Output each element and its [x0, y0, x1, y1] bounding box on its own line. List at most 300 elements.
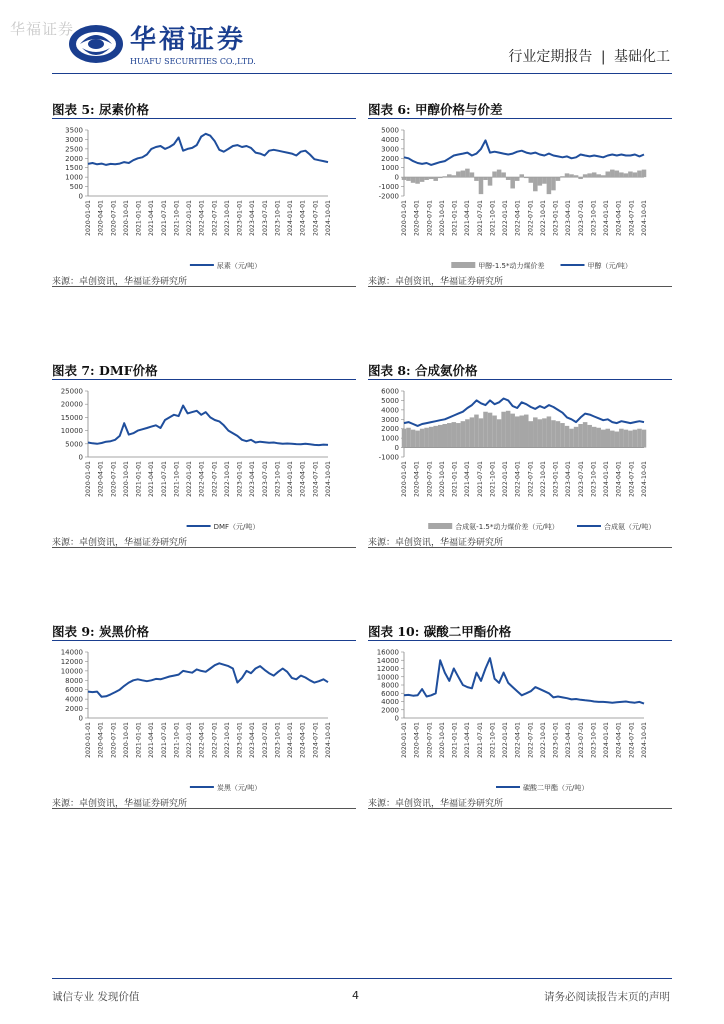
x-tick-label: 2024-04-01	[299, 722, 307, 758]
x-tick-label: 2023-10-01	[274, 200, 282, 236]
y-tick-label: 5000	[65, 440, 83, 449]
area-bar	[569, 429, 574, 448]
area-bar	[556, 177, 561, 181]
area-bar	[433, 177, 438, 181]
x-tick-label: 2022-04-01	[514, 722, 522, 758]
x-tick-label: 2022-07-01	[527, 200, 535, 236]
x-tick-label: 2021-04-01	[148, 722, 156, 758]
x-tick-label: 2023-07-01	[261, 200, 269, 236]
area-bar	[411, 430, 416, 448]
area-bar	[488, 177, 493, 185]
area-bar	[465, 169, 470, 177]
x-tick-label: 2020-10-01	[122, 722, 130, 758]
area-bar	[420, 177, 425, 182]
area-bar	[452, 175, 457, 177]
chart-source: 来源：卓创资讯，华福证券研究所	[52, 538, 188, 548]
x-tick-label: 2022-04-01	[198, 200, 206, 236]
x-tick-label: 2023-10-01	[590, 200, 598, 236]
y-tick-label: 6000	[65, 686, 83, 695]
area-bar	[556, 421, 561, 447]
watermark-text: 华福证券	[10, 20, 75, 38]
x-tick-label: 2021-10-01	[173, 722, 181, 758]
x-tick-label: 2023-01-01	[552, 200, 560, 236]
area-bar	[465, 419, 470, 447]
area-bar	[533, 177, 538, 191]
chart-svg	[368, 646, 672, 796]
x-tick-label: 2021-01-01	[451, 461, 459, 497]
x-tick-label: 2022-01-01	[186, 722, 194, 758]
x-tick-label: 2022-01-01	[502, 461, 510, 497]
x-tick-label: 2021-07-01	[476, 200, 484, 236]
x-tick-label: 2021-04-01	[464, 461, 472, 497]
area-bar	[624, 430, 629, 448]
y-tick-label: 14000	[60, 648, 83, 657]
area-bar	[429, 177, 434, 179]
y-tick-label: 0	[394, 444, 399, 453]
x-tick-label: 2022-07-01	[527, 722, 535, 758]
x-tick-label: 2020-01-01	[401, 722, 408, 758]
chart-title: 图表 9: 炭黑价格	[52, 624, 150, 639]
chart-top-rule	[52, 118, 356, 119]
legend-label: 甲醇-1.5*动力煤价差	[478, 262, 545, 270]
area-bar	[606, 429, 611, 448]
x-tick-label: 2021-07-01	[160, 200, 168, 236]
chart-title: 图表 5: 尿素价格	[52, 102, 150, 117]
area-bar	[515, 416, 520, 447]
chart-top-rule	[52, 379, 356, 380]
x-tick-label: 2021-10-01	[489, 722, 497, 758]
chart-svg	[368, 124, 672, 274]
area-bar	[411, 177, 416, 183]
y-tick-label: 8000	[65, 676, 83, 685]
area-bar	[501, 172, 506, 177]
area-bar	[633, 430, 638, 448]
x-tick-label: 2024-07-01	[628, 722, 636, 758]
footer-disclaimer: 请务必阅读报告末页的声明	[544, 991, 670, 1003]
x-tick-label: 2024-01-01	[287, 200, 295, 236]
x-tick-label: 2022-01-01	[502, 200, 510, 236]
report-type: 行业定期报告	[508, 49, 593, 65]
area-bar	[497, 419, 502, 447]
y-tick-label: 4000	[65, 695, 83, 704]
series-line	[404, 140, 644, 165]
y-tick-label: 4000	[381, 698, 399, 706]
x-tick-label: 2024-07-01	[628, 200, 636, 236]
chart-top-rule	[368, 640, 672, 641]
y-tick-label: 14000	[376, 656, 399, 665]
area-bar	[424, 177, 429, 180]
area-bar	[551, 420, 556, 447]
x-tick-label: 2023-01-01	[236, 461, 244, 497]
area-bar	[542, 418, 547, 447]
area-bar	[596, 174, 601, 177]
area-bar	[624, 173, 629, 177]
y-tick-label: 0	[394, 173, 399, 182]
chart-svg	[52, 385, 356, 535]
header-rule	[52, 73, 672, 74]
x-tick-label: 2022-04-01	[198, 461, 206, 497]
area-bar	[406, 177, 411, 181]
sector-name: 基础化工	[614, 49, 670, 65]
x-tick-label: 2020-10-01	[438, 461, 446, 497]
area-bar	[538, 419, 543, 447]
x-tick-label: 2021-01-01	[135, 461, 143, 497]
x-tick-label: 2024-01-01	[603, 200, 611, 236]
x-tick-label: 2020-01-01	[85, 722, 92, 758]
x-tick-label: 2024-10-01	[325, 722, 332, 758]
area-bar	[642, 170, 647, 178]
y-tick-label: 6000	[381, 387, 399, 396]
y-tick-label: -1000	[378, 183, 399, 192]
x-tick-label: 2020-07-01	[426, 722, 434, 758]
area-bar	[565, 173, 570, 177]
area-bar	[479, 177, 484, 194]
area-bar	[506, 177, 511, 180]
x-tick-label: 2023-01-01	[552, 461, 560, 497]
legend-label: DMF（元/吨）	[213, 523, 260, 531]
x-tick-label: 2020-10-01	[438, 200, 446, 236]
x-tick-label: 2024-07-01	[312, 461, 320, 497]
logo-mark-icon	[69, 25, 123, 63]
x-tick-label: 2022-07-01	[211, 200, 219, 236]
x-tick-label: 2021-07-01	[476, 461, 484, 497]
area-bar	[601, 175, 606, 177]
x-tick-label: 2020-01-01	[85, 461, 92, 497]
x-tick-label: 2024-10-01	[641, 722, 648, 758]
area-bar	[524, 177, 529, 178]
y-tick-label: 25000	[60, 387, 83, 396]
area-bar	[615, 432, 620, 448]
y-tick-label: 2000	[381, 706, 399, 715]
x-tick-label: 2023-10-01	[274, 722, 282, 758]
y-tick-label: 20000	[60, 400, 83, 409]
chart-svg	[52, 124, 356, 274]
area-bar	[637, 429, 642, 448]
x-tick-label: 2021-04-01	[464, 722, 472, 758]
x-tick-label: 2021-10-01	[173, 200, 181, 236]
area-bar	[583, 422, 588, 447]
chart-title: 图表 6: 甲醇价格与价差	[368, 102, 503, 117]
y-tick-label: 1000	[381, 434, 399, 443]
area-bar	[542, 177, 547, 184]
x-tick-label: 2022-07-01	[211, 722, 219, 758]
area-bar	[547, 177, 552, 194]
area-bar	[429, 427, 434, 448]
area-bar	[596, 428, 601, 448]
y-tick-label: 0	[78, 714, 83, 723]
chart-top-rule	[368, 118, 672, 119]
x-tick-label: 2022-10-01	[539, 461, 547, 497]
x-tick-label: 2024-07-01	[312, 722, 320, 758]
y-tick-label: 10000	[376, 673, 399, 682]
legend-label: 合成氨-1.5*动力煤价差（元/吨）	[455, 523, 559, 531]
x-tick-label: 2023-10-01	[590, 722, 598, 758]
x-tick-label: 2021-01-01	[135, 722, 143, 758]
x-tick-label: 2024-01-01	[603, 461, 611, 497]
area-bar	[438, 177, 443, 178]
series-line	[404, 658, 644, 703]
area-bar	[461, 421, 466, 447]
chart-source: 来源：卓创资讯，华福证券研究所	[368, 538, 504, 548]
area-bar	[578, 424, 583, 448]
y-tick-label: -2000	[378, 192, 399, 201]
area-bar	[415, 177, 420, 184]
x-tick-label: 2024-10-01	[641, 461, 648, 497]
series-line	[88, 663, 328, 697]
area-bar	[615, 171, 620, 178]
y-tick-label: 12000	[60, 657, 83, 666]
legend-swatch	[428, 523, 452, 529]
x-tick-label: 2020-07-01	[110, 722, 118, 758]
x-tick-label: 2023-07-01	[261, 722, 269, 758]
x-tick-label: 2020-10-01	[122, 200, 130, 236]
x-tick-label: 2022-04-01	[198, 722, 206, 758]
x-tick-label: 2020-04-01	[97, 200, 105, 236]
legend-label: 合成氨（元/吨）	[604, 523, 656, 531]
x-tick-label: 2022-07-01	[211, 461, 219, 497]
x-tick-label: 2024-07-01	[312, 200, 320, 236]
y-tick-label: 1500	[65, 164, 83, 173]
x-tick-label: 2022-10-01	[539, 200, 547, 236]
x-tick-label: 2022-01-01	[502, 722, 510, 758]
y-tick-label: 5000	[381, 126, 399, 135]
area-bar	[515, 177, 520, 181]
area-bar	[479, 418, 484, 447]
area-bar	[447, 174, 452, 177]
x-tick-label: 2023-07-01	[261, 461, 269, 497]
y-tick-label: 4000	[381, 406, 399, 415]
area-bar	[538, 177, 543, 185]
x-tick-label: 2021-04-01	[148, 200, 156, 236]
x-tick-label: 2023-07-01	[577, 722, 585, 758]
y-tick-label: 0	[394, 714, 399, 723]
area-bar	[529, 177, 534, 183]
area-bar	[492, 416, 497, 448]
logo-cn-text: 华福证券	[130, 25, 247, 55]
y-tick-label: 500	[69, 183, 83, 192]
x-tick-label: 2020-04-01	[413, 461, 421, 497]
area-bar	[560, 176, 565, 177]
chart-source: 来源：卓创资讯，华福证券研究所	[52, 277, 188, 287]
x-tick-label: 2024-01-01	[603, 722, 611, 758]
page-number: 4	[352, 989, 359, 1002]
x-tick-label: 2020-01-01	[85, 200, 92, 236]
x-tick-label: 2024-04-01	[615, 200, 623, 236]
legend-label: 尿素（元/吨）	[216, 262, 262, 270]
area-bar	[424, 428, 429, 448]
y-tick-label: 3000	[381, 145, 399, 154]
x-tick-label: 2022-01-01	[186, 200, 194, 236]
x-tick-label: 2020-10-01	[438, 722, 446, 758]
y-tick-label: 3500	[65, 126, 83, 135]
area-bar	[474, 177, 479, 181]
x-tick-label: 2022-10-01	[539, 722, 547, 758]
area-bar	[406, 428, 411, 448]
area-bar	[442, 176, 447, 177]
chart-source: 来源：卓创资讯，华福证券研究所	[368, 799, 504, 809]
y-tick-label: -1000	[378, 453, 399, 462]
x-tick-label: 2023-04-01	[565, 722, 573, 758]
area-bar	[433, 426, 438, 448]
area-bar	[628, 171, 633, 177]
y-tick-label: 15000	[60, 413, 83, 422]
x-tick-label: 2021-10-01	[489, 461, 497, 497]
logo-en-text: HUAFU SECURITIES CO.,LTD.	[130, 57, 256, 66]
x-tick-label: 2023-04-01	[565, 461, 573, 497]
area-bar	[529, 421, 534, 447]
y-tick-label: 2000	[65, 154, 83, 163]
x-tick-label: 2020-07-01	[110, 461, 118, 497]
area-bar	[420, 429, 425, 448]
header-separator: |	[600, 49, 606, 65]
x-tick-label: 2023-01-01	[552, 722, 560, 758]
y-tick-label: 10000	[60, 667, 83, 676]
area-bar	[533, 417, 538, 447]
area-bar	[402, 177, 407, 180]
area-bar	[610, 431, 615, 448]
report-header-right	[508, 46, 670, 66]
y-tick-label: 4000	[381, 135, 399, 144]
area-bar	[415, 431, 420, 448]
y-tick-label: 12000	[376, 665, 399, 673]
x-tick-label: 2020-04-01	[97, 722, 105, 758]
x-tick-label: 2024-01-01	[287, 722, 295, 758]
chart-source: 来源：卓创资讯，华福证券研究所	[368, 277, 504, 287]
area-bar	[402, 429, 407, 448]
chart-svg	[368, 385, 672, 535]
area-bar	[483, 177, 488, 180]
x-tick-label: 2020-01-01	[401, 461, 408, 497]
x-tick-label: 2023-10-01	[590, 461, 598, 497]
area-bar	[488, 413, 493, 448]
area-bar	[483, 412, 488, 448]
footer-rule	[52, 978, 672, 979]
x-tick-label: 2024-07-01	[628, 461, 636, 497]
x-tick-label: 2023-04-01	[249, 722, 257, 758]
y-tick-label: 1000	[65, 173, 83, 182]
x-tick-label: 2023-07-01	[577, 200, 585, 236]
y-tick-label: 2500	[65, 145, 83, 154]
y-tick-label: 2000	[381, 425, 399, 434]
y-tick-label: 5000	[381, 396, 399, 405]
x-tick-label: 2024-04-01	[299, 461, 307, 497]
area-bar	[461, 171, 466, 178]
x-tick-label: 2021-10-01	[489, 200, 497, 236]
x-tick-label: 2024-10-01	[325, 200, 332, 236]
series-line	[88, 134, 328, 165]
series-line	[88, 406, 328, 446]
x-tick-label: 2024-04-01	[299, 200, 307, 236]
company-logo	[66, 18, 286, 70]
legend-label: 甲醇（元/吨）	[587, 262, 632, 270]
y-tick-label: 1000	[381, 164, 399, 173]
x-tick-label: 2020-10-01	[122, 461, 130, 497]
x-tick-label: 2020-01-01	[401, 200, 408, 236]
chart-top-rule	[52, 640, 356, 641]
x-tick-label: 2023-10-01	[274, 461, 282, 497]
area-bar	[633, 172, 638, 177]
y-tick-label: 10000	[60, 427, 83, 436]
legend-swatch	[451, 262, 475, 268]
x-tick-label: 2023-04-01	[565, 200, 573, 236]
area-bar	[569, 174, 574, 177]
area-bar	[610, 170, 615, 178]
x-tick-label: 2021-07-01	[160, 461, 168, 497]
area-bar	[601, 430, 606, 448]
area-bar	[497, 170, 502, 178]
area-bar	[456, 423, 461, 448]
x-tick-label: 2024-01-01	[287, 461, 295, 497]
area-bar	[510, 177, 515, 188]
chart-svg	[52, 646, 356, 796]
chart-title: 图表 8: 合成氨价格	[368, 363, 478, 378]
area-bar	[547, 416, 552, 447]
area-bar	[474, 415, 479, 448]
area-bar	[506, 411, 511, 448]
x-tick-label: 2021-04-01	[148, 461, 156, 497]
area-bar	[560, 423, 565, 448]
x-tick-label: 2022-04-01	[514, 461, 522, 497]
y-tick-label: 3000	[65, 135, 83, 144]
x-tick-label: 2024-10-01	[325, 461, 332, 497]
x-tick-label: 2020-07-01	[110, 200, 118, 236]
chart-top-rule	[368, 379, 672, 380]
chart-source: 来源：卓创资讯，华福证券研究所	[52, 799, 188, 809]
area-bar	[447, 423, 452, 448]
x-tick-label: 2021-10-01	[173, 461, 181, 497]
area-bar	[438, 425, 443, 448]
x-tick-label: 2021-01-01	[135, 200, 143, 236]
chart-title: 图表 7: DMF价格	[52, 363, 158, 378]
y-tick-label: 0	[78, 192, 83, 201]
area-bar	[574, 175, 579, 177]
x-tick-label: 2022-10-01	[223, 200, 231, 236]
x-tick-label: 2022-01-01	[186, 461, 194, 497]
x-tick-label: 2022-10-01	[223, 722, 231, 758]
legend-label: 碳酸二甲酯（元/吨）	[523, 784, 589, 792]
area-bar	[619, 172, 624, 177]
x-tick-label: 2022-07-01	[527, 461, 535, 497]
area-bar	[456, 171, 461, 177]
area-bar	[519, 416, 524, 448]
area-bar	[551, 177, 556, 190]
x-tick-label: 2023-04-01	[249, 461, 257, 497]
x-tick-label: 2020-07-01	[426, 461, 434, 497]
chart-title: 图表 10: 碳酸二甲酯价格	[368, 624, 512, 639]
y-tick-label: 3000	[381, 415, 399, 424]
x-tick-label: 2021-01-01	[451, 722, 459, 758]
legend-label: 炭黑（元/吨）	[216, 784, 262, 792]
x-tick-label: 2023-01-01	[236, 722, 244, 758]
x-tick-label: 2021-07-01	[160, 722, 168, 758]
area-bar	[510, 414, 515, 448]
x-tick-label: 2020-07-01	[426, 200, 434, 236]
y-tick-label: 8000	[381, 681, 399, 690]
area-bar	[565, 426, 570, 448]
area-bar	[452, 422, 457, 447]
x-tick-label: 2021-07-01	[476, 722, 484, 758]
area-bar	[587, 425, 592, 448]
area-bar	[574, 427, 579, 448]
footer-slogan: 诚信专业 发现价值	[52, 991, 140, 1003]
area-bar	[578, 177, 583, 179]
x-tick-label: 2023-04-01	[249, 200, 257, 236]
x-tick-label: 2021-04-01	[464, 200, 472, 236]
x-tick-label: 2022-10-01	[223, 461, 231, 497]
area-bar	[583, 174, 588, 177]
x-tick-label: 2024-10-01	[641, 200, 648, 236]
area-bar	[642, 430, 647, 448]
